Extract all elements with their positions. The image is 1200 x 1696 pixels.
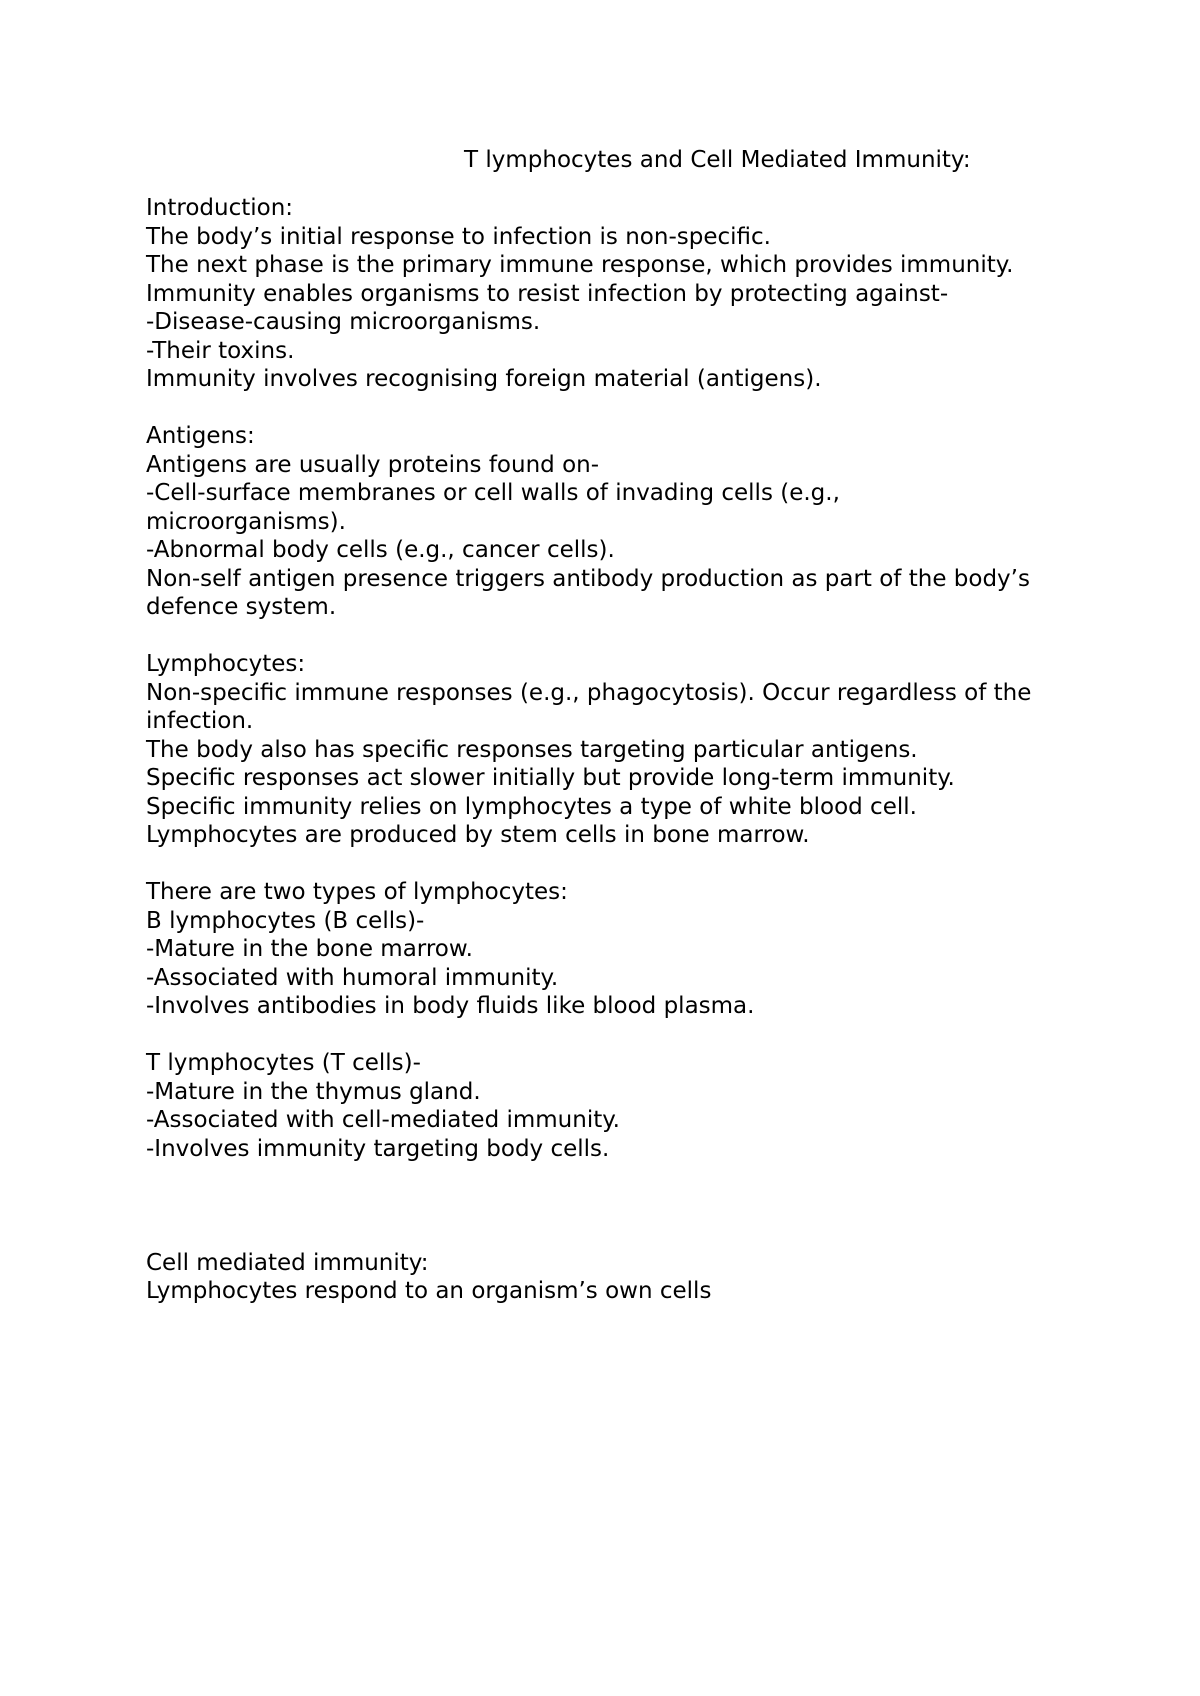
- text-line: Specific responses act slower initially but provide long-term immunity.: [146, 765, 955, 791]
- text-line: Antigens are usually proteins found on-: [146, 451, 600, 478]
- text-line: Immunity enables organisms to resist infection by protecting against-: [146, 280, 949, 307]
- text-line: -Mature in the thymus gland.: [146, 1078, 481, 1105]
- text-line: Non-self antigen presence triggers antibody production as part of the body’s defence system.: [146, 565, 1038, 620]
- text-line: -Abnormal body cells (e.g., cancer cells).: [146, 537, 615, 563]
- section-t-lymphocytes: [146, 1049, 1046, 1163]
- section-heading: Antigens:: [146, 423, 255, 449]
- document-body: [146, 194, 1046, 1334]
- section-lymphocyte-types: [146, 878, 1046, 1021]
- text-line: The next phase is the primary immune response, which provides immunity.: [146, 252, 1014, 278]
- document-title: T lymphocytes and Cell Mediated Immunity:: [464, 147, 971, 173]
- text-line: -Associated with cell-mediated immunity.: [146, 1107, 620, 1133]
- text-line: Non-specific immune responses (e.g., phagocytosis). Occur regardless of the infection.: [146, 679, 1039, 734]
- text-line: -Involves antibodies in body fluids like blood plasma.: [146, 993, 755, 1019]
- text-line: Specific immunity relies on lymphocytes a type of white blood cell.: [146, 793, 917, 820]
- text-line: -Cell-surface membranes or cell walls of invading cells (e.g., microorganisms).: [146, 480, 848, 535]
- section-introduction: [146, 194, 1046, 394]
- text-line: Lymphocytes are produced by stem cells in bone marrow.: [146, 822, 810, 848]
- text-line: -Mature in the bone marrow.: [146, 936, 473, 962]
- section-heading: T lymphocytes (T cells)-: [146, 1050, 421, 1076]
- section-heading: Introduction:: [146, 195, 294, 221]
- text-line: -Disease-causing microorganisms.: [146, 309, 541, 335]
- section-lymphocytes: [146, 650, 1046, 850]
- text-line: The body’s initial response to infection is non-specific.: [146, 223, 771, 250]
- text-line: B lymphocytes (B cells)-: [146, 907, 425, 934]
- text-line: The body also has specific responses targeting particular antigens.: [146, 736, 918, 763]
- section-cell-mediated-immunity: [146, 1249, 1046, 1306]
- text-line: -Involves immunity targeting body cells.: [146, 1135, 610, 1162]
- text-line: -Their toxins.: [146, 337, 295, 364]
- text-line: -Associated with humoral immunity.: [146, 964, 559, 991]
- text-line: Immunity involves recognising foreign material (antigens).: [146, 366, 822, 392]
- section-heading: There are two types of lymphocytes:: [146, 879, 568, 905]
- section-antigens: [146, 422, 1046, 622]
- text-line: Lymphocytes respond to an organism’s own cells: [146, 1278, 712, 1304]
- section-heading: Cell mediated immunity:: [146, 1249, 429, 1276]
- section-heading: Lymphocytes:: [146, 651, 306, 677]
